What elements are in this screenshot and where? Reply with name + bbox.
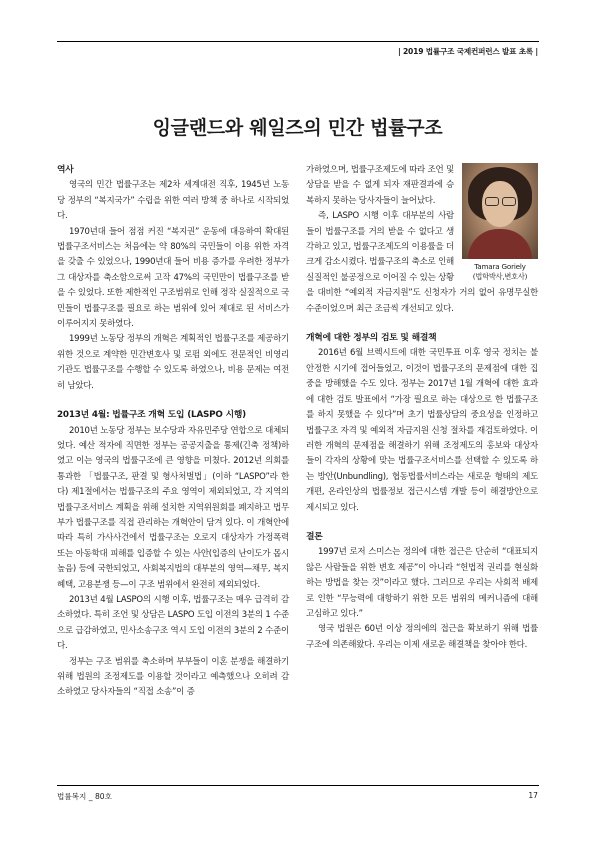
footer-publication: 법률복지 _ 80호	[57, 792, 112, 801]
paragraph: 정부는 구조 범위를 축소하며 부부들이 이혼 분쟁을 해결하기 위해 법원의 조정제도를 이용할 것이라고 예측했으나 오히려 감소하였고 당사자들의 “직접 소송”이 증	[57, 656, 289, 698]
paragraph: 즉, LASPO 시행 이후 대부분의 사람들이 법률구조를 거의 받을 수 없다고 생각하고 있고, 법률구조제도의 이용률을 더 크게 감소시켰다. 법률구조의 축소로 인해 실질적인 불공정으로 이어질 수 있는 상황을 대비한 “예외적 자금지원”도 신청자가 거의 없어 유명무실한 수준이었으며 최근 조금씩 개선되고 있다.	[306, 211, 538, 314]
running-header: | 2019 법률구조 국제컨퍼런스 발표 초록 |	[397, 47, 538, 56]
paragraph: 가하였으며, 법률구조제도에 따라 조언 및 상담을 받을 수 없게 되자 재판결과에 승복하지 못하는 당사자들이 늘어났다.	[306, 165, 454, 206]
photo-caption-name: Tamara Goriely	[474, 262, 526, 271]
paragraph: 영국 법원은 60년 이상 정의에의 접근을 확보하기 위해 법률구조에 의존해왔다. 우리는 이제 새로운 해결책을 찾아야 한다.	[306, 624, 538, 650]
paragraph: 2016년 6월 브렉시트에 대한 국민투표 이후 영국 정치는 불안정한 시기에 접어들었고, 이것이 법률구조의 문제점에 대한 집중을 방해했을 수도 있다. 정부는 2017년 1월 개혁에 대한 효과에 대한 검토 발표에서 “가장 필요로 하는 대상으로 한 법률구조를 하지 못했을 수 있다”며 초기 법률상담의 중요성을 인정하고 법률구조 자격 및 예외적 자금지원 신청 절차를 재검토하였다. 이러한 개혁의 문제점을 해결하기 위해 조정제도의 홍보와 대상자들이 각자의 상황에 맞는 법률구조서비스를 선택할 수 있도록 하는 방안(Unbundling), 협동법률서비스라는 새로운 형태의 제도 개편, 온라인상의 법률정보 접근시스템 개발 등이 해결방안으로 제시되고 있다.	[306, 348, 538, 513]
section-heading-review: 개혁에 대한 정부의 검토 및 해결책	[306, 333, 437, 344]
left-column	[57, 163, 289, 701]
header-rule	[57, 41, 539, 42]
footer-rule	[57, 785, 539, 786]
section-heading-history: 역사	[57, 165, 74, 175]
section-heading-laspo: 2013년 4월: 법률구조 개혁 도입 (LASPO 시행)	[57, 410, 246, 421]
photo-caption-role: (법학박사,변호사)	[472, 272, 528, 281]
section-heading-conclusion: 결론	[306, 531, 323, 542]
paragraph: 2013년 4월 LASPO의 시행 이후, 법률구조는 매우 급격히 감소하였다. 특히 조언 및 상담은 LASPO 도입 이전의 3분의 1 수준으로 급감하였고, 민사소송구조 역시 도입 이전의 3분의 2 수준이다.	[57, 594, 289, 652]
paragraph: 1999년 노동당 정부의 개혁은 계획적인 법률구조를 제공하기 위한 것으로 계약한 민간변호사 및 로펌 외에도 전문적인 비영리기관도 법률구조를 수행할 수 있도록 하였으나, 비용 문제는 여전히 남았다.	[57, 334, 289, 391]
paragraph: 1970년대 들어 점점 커진 “복지권” 운동에 대응하여 확대된 법률구조서비스는 처음에는 약 80%의 국민들이 이용 위한 자격을 갖출 수 있었으나, 1990년대 들어 비용 증가를 우려한 정부가 그 대상자를 축소함으로써 고작 47%의 국민만이 법률구조를 받을 수 있었다. 또한 제한적인 구조범위로 인해 정작 실질적으로 국민들이 법률구조를 필요로 하는 범위에 있어 제대로 된 서비스가 이루어지지 못하였다.	[57, 226, 289, 330]
paragraph: 2010년 노동당 정부는 보수당과 자유민주당 연합으로 대체되었다. 예산 적자에 직면한 정부는 공공지출을 통제(긴축 정책)하였고 이는 영국의 법률구조에 큰 영향을 미쳤다. 2012년 의회를 통과한 「법률구조, 판결 및 형사처벌법」(이하 “LASPO”라 한다) 제1절에서는 법률구조의 주요 영역이 제외되었고, 각 지역의 법률구조서비스 계획을 위해 설치한 지역위원회를 폐지하고 법무부가 법률구조를 직접 관리하는 개혁안이 담겨 있다. 이 개혁안에 따라 특히 가사사건에서 법률구조는 오로지 대상자가 가정폭력 또는 아동학대 피해를 입증할 수 있는 사안(입증의 난이도가 몹시 높음) 등에 국한되었고, 사회복지법의 대부분의 영역—채무, 복지혜택, 고용분쟁 등—이 구조 범위에서 완전히 제외되었다.	[57, 425, 289, 590]
paragraph: 영국의 민간 법률구조는 제2차 세계대전 직후, 1945년 노동당 정부의 “복지국가” 수립을 위한 여러 방책 중 하나로 시작되었다.	[57, 180, 289, 222]
page-number: 17	[528, 791, 538, 800]
page-title: 잉글랜드와 웨일즈의 민간 법률구조	[152, 117, 443, 139]
author-photo-block	[462, 163, 538, 282]
right-column	[306, 163, 538, 653]
author-photo	[462, 163, 538, 259]
paragraph: 1997년 로저 스미스는 정의에 대한 접근은 단순히 “대표되지 않은 사람들을 위한 변호 제공”이 아니라 “헌법적 권리를 현실화하는 방법을 찾는 것”이라고 했다. 그러므로 우리는 사회적 배제로 인한 “무능력에 대항하기 위한 모든 범위의 메커니즘에 대해 고심하고 있다.”	[306, 547, 538, 619]
